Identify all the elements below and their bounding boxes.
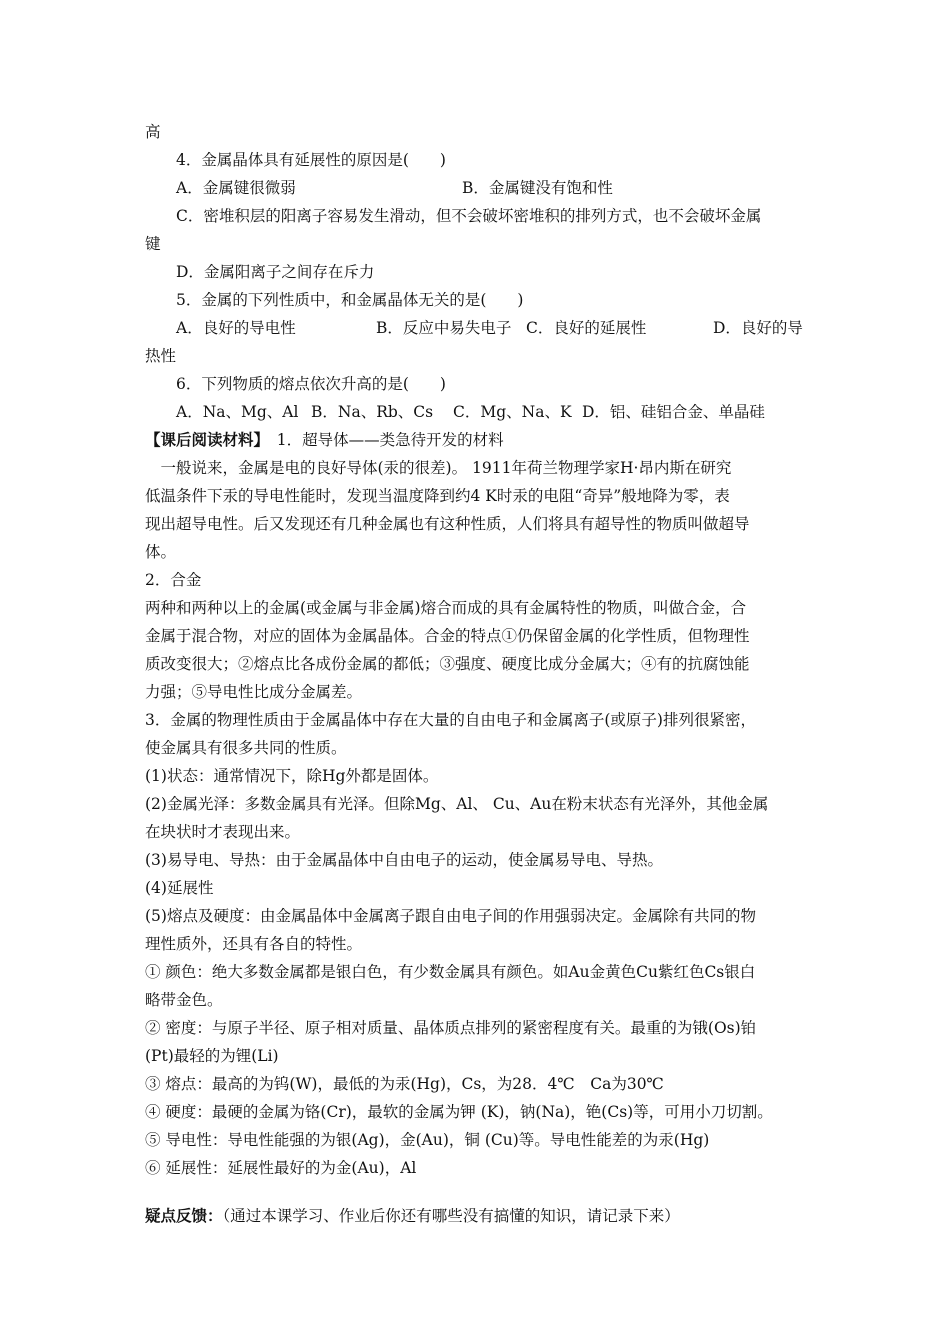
text-line: 键 (145, 235, 161, 253)
text-line: 高 (145, 123, 161, 141)
q6-option-c: C．Mg、Na、K (453, 403, 572, 421)
paragraph-line: 理性质外，还具有各自的特性。 (145, 935, 363, 953)
paragraph-line: 使金属具有很多共同的性质。 (145, 739, 347, 757)
feedback-line (145, 1206, 680, 1226)
subsection-title: 1．超导体——类急待开发的材料 (261, 431, 504, 449)
paragraph-line: (2)金属光泽：多数金属具有光泽。但除Mg、Al、 Cu、Au在粉末状态有光泽外，其他金属 (145, 795, 769, 813)
paragraph-line: 一般说来，金属是电的良好导体(汞的很差)。 1911年荷兰物理学家H·昂内斯在研究 (145, 459, 732, 477)
section-title: 【课后阅读材料】 (145, 431, 262, 449)
reading-material-heading (145, 430, 504, 450)
q4-option-a: A．金属键很微弱 (176, 179, 296, 197)
paragraph-line: ② 密度：与原子半径、原子相对质量、晶体质点排列的紧密程度有关。最重的为锇(Os)铂 (145, 1019, 757, 1037)
paragraph-line: ⑥ 延展性：延展性最好的为金(Au)，Al (145, 1159, 417, 1177)
paragraph-line: ① 颜色：绝大多数金属都是银白色，有少数金属具有颜色。如Au金黄色Cu紫红色Cs银白 (145, 963, 756, 981)
q4-option-d: D．金属阳离子之间存在斥力 (176, 263, 375, 281)
paragraph-line: ④ 硬度：最硬的金属为铬(Cr)，最软的金属为钾 (K)，钠(Na)，铯(Cs)等，可用小刀切割。 (145, 1103, 773, 1121)
subsection-title: 2．合金 (145, 571, 202, 589)
question-4: 4．金属晶体具有延展性的原因是( ) (176, 151, 446, 169)
paragraph-line: 3．金属的物理性质由于金属晶体中存在大量的自由电子和金属离子(或原子)排列很紧密， (145, 711, 756, 729)
q5-option-d: D．良好的导 (713, 319, 803, 337)
paragraph-line: ③ 熔点：最高的为钨(W)，最低的为汞(Hg)，Cs，为28．4℃ Ca为30℃ (145, 1075, 664, 1093)
paragraph-line: 两种和两种以上的金属(或金属与非金属)熔合而成的具有金属特性的物质，叫做合金，合 (145, 599, 747, 617)
text-line: 热性 (145, 347, 177, 365)
q4-option-b: B．金属键没有饱和性 (462, 179, 613, 197)
paragraph-line: 金属于混合物，对应的固体为金属晶体。合金的特点①仍保留金属的化学性质，但物理性 (145, 627, 750, 645)
q5-option-a: A．良好的导电性 (176, 319, 296, 337)
feedback-label: 疑点反馈： (145, 1207, 223, 1225)
paragraph-line: (4)延展性 (145, 879, 214, 897)
q5-option-c: C．良好的延展性 (526, 319, 647, 337)
paragraph-line: ⑤ 导电性：导电性能强的为银(Ag)，金(Au)，铜 (Cu)等。导电性能差的为汞(Hg) (145, 1131, 710, 1149)
paragraph-line: (Pt)最轻的为锂(Li) (145, 1047, 279, 1065)
paragraph-line: 略带金色。 (145, 991, 223, 1009)
paragraph-line: 现出超导电性。后又发现还有几种金属也有这种性质，人们将具有超导性的物质叫做超导 (145, 515, 750, 533)
paragraph-line: 力强；⑤导电性比成分金属差。 (145, 683, 363, 701)
paragraph-line: 在块状时才表现出来。 (145, 823, 301, 841)
paragraph-line: 质改变很大；②熔点比各成份金属的都低；③强度、硬度比成分金属大；④有的抗腐蚀能 (145, 655, 750, 673)
q6-option-d: D．铝、硅铝合金、单晶硅 (582, 403, 765, 421)
q5-option-b: B．反应中易失电子 (376, 319, 512, 337)
paragraph-line: (5)熔点及硬度：由金属晶体中金属离子跟自由电子间的作用强弱决定。金属除有共同的物 (145, 907, 756, 925)
feedback-text: （通过本课学习、作业后你还有哪些没有搞懂的知识，请记录下来） (222, 1207, 680, 1225)
question-5: 5．金属的下列性质中，和金属晶体无关的是( ) (176, 291, 524, 309)
question-6: 6．下列物质的熔点依次升高的是( ) (176, 375, 446, 393)
paragraph-line: (1)状态：通常情况下，除Hg外都是固体。 (145, 767, 439, 785)
q4-option-c: C．密堆积层的阳离子容易发生滑动，但不会破坏密堆积的排列方式，也不会破坏金属 (176, 207, 762, 225)
paragraph-line: 体。 (145, 543, 177, 561)
q6-option-b: B．Na、Rb、Cs (311, 403, 434, 421)
paragraph-line: 低温条件下汞的导电性能时，发现当温度降到约4 K时汞的电阻“奇异”般地降为零，表 (145, 487, 730, 505)
paragraph-line: (3)易导电、导热：由于金属晶体中自由电子的运动，使金属易导电、导热。 (145, 851, 663, 869)
q6-option-a: A．Na、Mg、Al (176, 403, 299, 421)
